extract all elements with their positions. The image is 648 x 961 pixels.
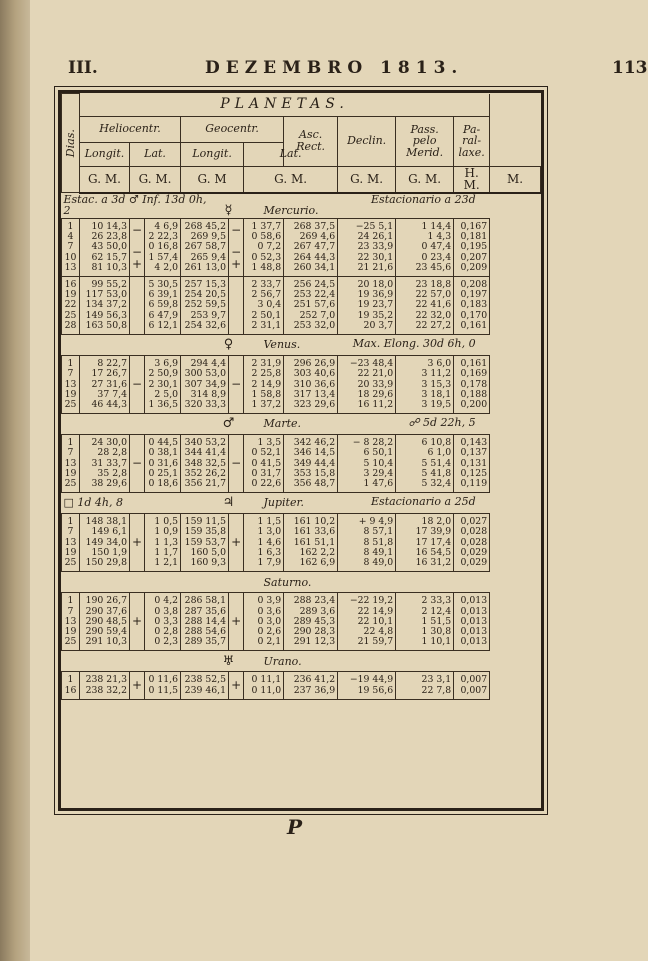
meridian-passage-cell: 6 10,8 6 1,0 5 51,4 5 41,8 5 32,4 (396, 435, 454, 493)
helio-latitude-cell: 5 30,5 6 39,1 6 59,8 6 47,9 6 12,1 (145, 276, 181, 334)
unit-cell: G. M. (396, 166, 454, 193)
planetas-heading: PLANETAS. (80, 94, 490, 117)
helio-longitude-cell: 238 21,3 238 32,2 (80, 672, 130, 699)
helio-latitude-cell: 3 6,9 2 50,9 2 30,1 2 5,0 1 36,5 (145, 356, 181, 414)
data-block-row (62, 593, 541, 651)
geo-sign-cell: − (229, 435, 244, 493)
declination-cell: −25 5,1 24 26,1 23 33,9 22 30,1 21 21,6 (338, 218, 396, 276)
helio-sign-cell: + (130, 672, 145, 699)
helio-latitude-header: Lat. (130, 142, 181, 166)
meridian-passage-cell: 23 18,8 22 57,0 22 41,6 22 32,0 22 27,2 (396, 276, 454, 334)
days-cell: 1 7 13 19 25 (62, 514, 80, 572)
helio-longitude-cell: 10 14,3 26 23,8 43 50,0 62 15,7 81 10,3 (80, 218, 130, 276)
geo-longitude-header: Longit. (181, 142, 244, 166)
parallax-cell: 0,007 0,007 (454, 672, 490, 699)
data-block-row (62, 435, 541, 493)
declination-cell: −19 44,9 19 56,6 (338, 672, 396, 699)
geo-latitude-cell: 0 11,1 0 11,0 (244, 672, 284, 699)
helio-sign-cell: + (130, 593, 145, 651)
meridian-passage-cell: 23 3,1 22 7,8 (396, 672, 454, 699)
right-ascension-cell: 256 24,5 253 22,4 251 57,6 252 7,0 253 32,0 (284, 276, 338, 334)
planet-name: Marte. (263, 417, 302, 431)
unit-cell: H. M. (454, 166, 490, 193)
helio-longitude-cell: 99 55,2 117 53,0 134 37,2 149 56,3 163 50,8 (80, 276, 130, 334)
meridian-passage-cell: 3 6,0 3 11,2 3 15,3 3 18,1 3 19,5 (396, 356, 454, 414)
right-ascension-cell: 342 46,2 346 14,5 349 44,4 353 15,8 356 48,7 (284, 435, 338, 493)
page-title: DEZEMBRO 1813. (205, 58, 464, 78)
declination-header: Declin. (338, 116, 396, 166)
right-ascension-cell: 288 23,4 289 3,6 289 45,3 290 28,3 291 12,3 (284, 593, 338, 651)
parallax-header: Pa- ral- laxe. (454, 116, 490, 166)
helio-latitude-cell: 0 4,2 0 3,8 0 3,3 0 2,8 0 2,3 (145, 593, 181, 651)
section-event-right: Estacionario a 25d (371, 495, 476, 509)
right-ascension-cell: 296 26,9 303 40,6 310 36,6 317 13,4 323 29,6 (284, 356, 338, 414)
geo-sign-cell: + (229, 593, 244, 651)
helio-latitude-cell: 4 6,9 2 22,3 0 16,8 1 57,4 4 2,0 (145, 218, 181, 276)
data-block-row (62, 276, 541, 334)
geo-longitude-cell: 257 15,3 254 20,5 252 59,5 253 9,7 254 32,6 (181, 276, 229, 334)
declination-cell: 20 18,0 19 36,9 19 23,7 19 35,2 20 3,7 (338, 276, 396, 334)
planet-name: Mercurio. (263, 204, 319, 218)
days-cell: 1 16 (62, 672, 80, 699)
declination-cell: −22 19,2 22 14,9 22 10,1 22 4,8 21 59,7 (338, 593, 396, 651)
helio-longitude-cell: 190 26,7 290 37,6 290 48,5 290 59,4 291 10,3 (80, 593, 130, 651)
geo-sign-cell: + (229, 514, 244, 572)
right-ascension-cell: 236 41,2 237 36,9 (284, 672, 338, 699)
planet-section-header (62, 335, 541, 356)
section-event-right: Estacionario a 23d (371, 192, 476, 206)
geocentric-header: Geocentr. (181, 116, 284, 142)
helio-longitude-cell: 24 30,0 28 2,8 31 33,7 35 2,8 38 29,6 (80, 435, 130, 493)
helio-sign-cell (130, 276, 145, 334)
helio-latitude-cell: 0 44,5 0 38,1 0 31,6 0 25,1 0 18,6 (145, 435, 181, 493)
heliocentric-header: Heliocentr. (80, 116, 181, 142)
parallax-cell: 0,208 0,197 0,183 0,170 0,161 (454, 276, 490, 334)
geo-longitude-cell: 238 52,5 239 46,1 (181, 672, 229, 699)
planet-symbol-icon: ♅ (222, 653, 235, 669)
planet-section-header (62, 193, 541, 219)
geo-latitude-cell: 0 3,9 0 3,6 0 3,0 0 2,6 0 2,1 (244, 593, 284, 651)
geo-latitude-cell: 1 3,5 0 52,1 0 41,5 0 31,7 0 22,6 (244, 435, 284, 493)
geo-latitude-cell: 1 1,5 1 3,0 1 4,6 1 6,3 1 7,9 (244, 514, 284, 572)
data-block-row (62, 672, 541, 699)
geo-latitude-cell: 1 37,7 0 58,6 0 7,2 0 52,3 1 48,8 (244, 218, 284, 276)
days-header: Dias. (62, 94, 80, 193)
helio-sign-cell: + (130, 514, 145, 572)
unit-cell: G. M. (80, 166, 130, 193)
geo-latitude-cell: 2 33,7 2 56,7 3 0,4 2 50,1 2 31,1 (244, 276, 284, 334)
data-block-row (62, 218, 541, 276)
parallax-cell: 0,167 0,181 0,195 0,207 0,209 (454, 218, 490, 276)
planets-table (61, 93, 541, 700)
data-block-row (62, 514, 541, 572)
helio-sign-cell: − − + (130, 218, 145, 276)
planet-symbol-icon: ♃ (222, 495, 235, 511)
section-event-right: Max. Elong. 30d 6h, 0 (352, 337, 476, 351)
meridian-passage-cell: 1 14,4 1 4,3 0 47,4 0 23,4 23 45,6 (396, 218, 454, 276)
declination-cell: + 9 4,9 8 57,1 8 51,8 8 49,1 8 49,0 (338, 514, 396, 572)
geo-latitude-header: Lat. (244, 142, 338, 166)
helio-longitude-cell: 8 22,7 17 26,7 27 31,6 37 7,4 46 44,3 (80, 356, 130, 414)
right-ascension-cell: 161 10,2 161 33,6 161 51,1 162 2,2 162 6,9 (284, 514, 338, 572)
helio-longitude-cell: 148 38,1 149 6,1 149 34,0 150 1,9 150 29,8 (80, 514, 130, 572)
planets-table-frame (58, 90, 544, 811)
meridian-passage-header: Pass. pelo Merid. (396, 116, 454, 166)
section-event-left: Estac. a 3d ♂ Inf. 13d 0h, 2 (63, 192, 207, 218)
signature-mark: P (287, 815, 303, 839)
planet-section-header (62, 493, 541, 514)
planet-section-header (62, 572, 541, 593)
unit-cell: M. (490, 166, 541, 193)
planet-section-header (62, 651, 541, 672)
parallax-cell: 0,013 0,013 0,013 0,013 0,013 (454, 593, 490, 651)
parallax-cell: 0,161 0,169 0,178 0,188 0,200 (454, 356, 490, 414)
geo-longitude-cell: 294 4,4 300 53,0 307 34,9 314 8,9 320 33,3 (181, 356, 229, 414)
helio-sign-cell: − (130, 435, 145, 493)
planet-section-header (62, 414, 541, 435)
section-event-right: ☍ 5d 22h, 5 (408, 416, 476, 430)
meridian-passage-cell: 2 33,3 2 12,4 1 51,5 1 30,8 1 10,1 (396, 593, 454, 651)
unit-cell: G. M (181, 166, 244, 193)
unit-cell: G. M. (244, 166, 338, 193)
planet-name: Urano. (263, 654, 302, 668)
geo-latitude-cell: 2 31,9 2 25,8 2 14,9 1 58,8 1 37,2 (244, 356, 284, 414)
geo-sign-cell: − (229, 356, 244, 414)
days-cell: 1 7 13 19 25 (62, 593, 80, 651)
helio-sign-cell: − (130, 356, 145, 414)
helio-latitude-cell: 1 0,5 1 0,9 1 1,3 1 1,7 1 2,1 (145, 514, 181, 572)
book-spine (0, 0, 34, 961)
declination-cell: − 8 28,2 6 50,1 5 10,4 3 29,4 1 47,6 (338, 435, 396, 493)
geo-sign-cell: − − + (229, 218, 244, 276)
meridian-passage-cell: 18 2,0 17 39,9 17 17,4 16 54,5 16 31,2 (396, 514, 454, 572)
geo-longitude-cell: 268 45,2 269 9,5 267 58,7 265 9,4 261 13,0 (181, 218, 229, 276)
data-block-row (62, 356, 541, 414)
declination-cell: −23 48,4 22 21,0 20 33,9 18 29,6 16 11,2 (338, 356, 396, 414)
planet-name: Jupiter. (263, 496, 305, 510)
unit-cell: G. M. (130, 166, 181, 193)
page-section-number: III. (68, 58, 98, 78)
planet-name: Venus. (263, 338, 301, 352)
planet-symbol-icon: ☿ (224, 203, 233, 219)
helio-longitude-header: Longit. (80, 142, 130, 166)
geo-sign-cell (229, 276, 244, 334)
geo-sign-cell: + (229, 672, 244, 699)
right-ascension-header: Asc. Rect. (284, 116, 338, 166)
days-cell: 1 4 7 10 13 (62, 218, 80, 276)
parallax-cell: 0,143 0,137 0,131 0,125 0,119 (454, 435, 490, 493)
geo-longitude-cell: 340 53,2 344 41,4 348 32,5 352 26,2 356 21,7 (181, 435, 229, 493)
helio-latitude-cell: 0 11,6 0 11,5 (145, 672, 181, 699)
days-cell: 16 19 22 25 28 (62, 276, 80, 334)
parallax-cell: 0,027 0,028 0,028 0,029 0,029 (454, 514, 490, 572)
right-ascension-cell: 268 37,5 269 4,6 267 47,7 264 44,3 260 34,1 (284, 218, 338, 276)
geo-longitude-cell: 159 11,5 159 35,8 159 53,7 160 5,0 160 9,3 (181, 514, 229, 572)
planet-symbol-icon: ♂ (222, 416, 235, 432)
days-cell: 1 7 13 19 25 (62, 435, 80, 493)
geo-longitude-cell: 286 58,1 287 35,6 288 14,4 288 54,6 289 35,7 (181, 593, 229, 651)
planet-symbol-icon: ♀ (223, 337, 234, 353)
days-cell: 1 7 13 19 25 (62, 356, 80, 414)
section-event-left: □ 1d 4h, 8 (63, 496, 124, 510)
planet-name: Saturno. (263, 575, 312, 589)
unit-cell: G. M. (338, 166, 396, 193)
page-number: 113 (612, 58, 648, 78)
